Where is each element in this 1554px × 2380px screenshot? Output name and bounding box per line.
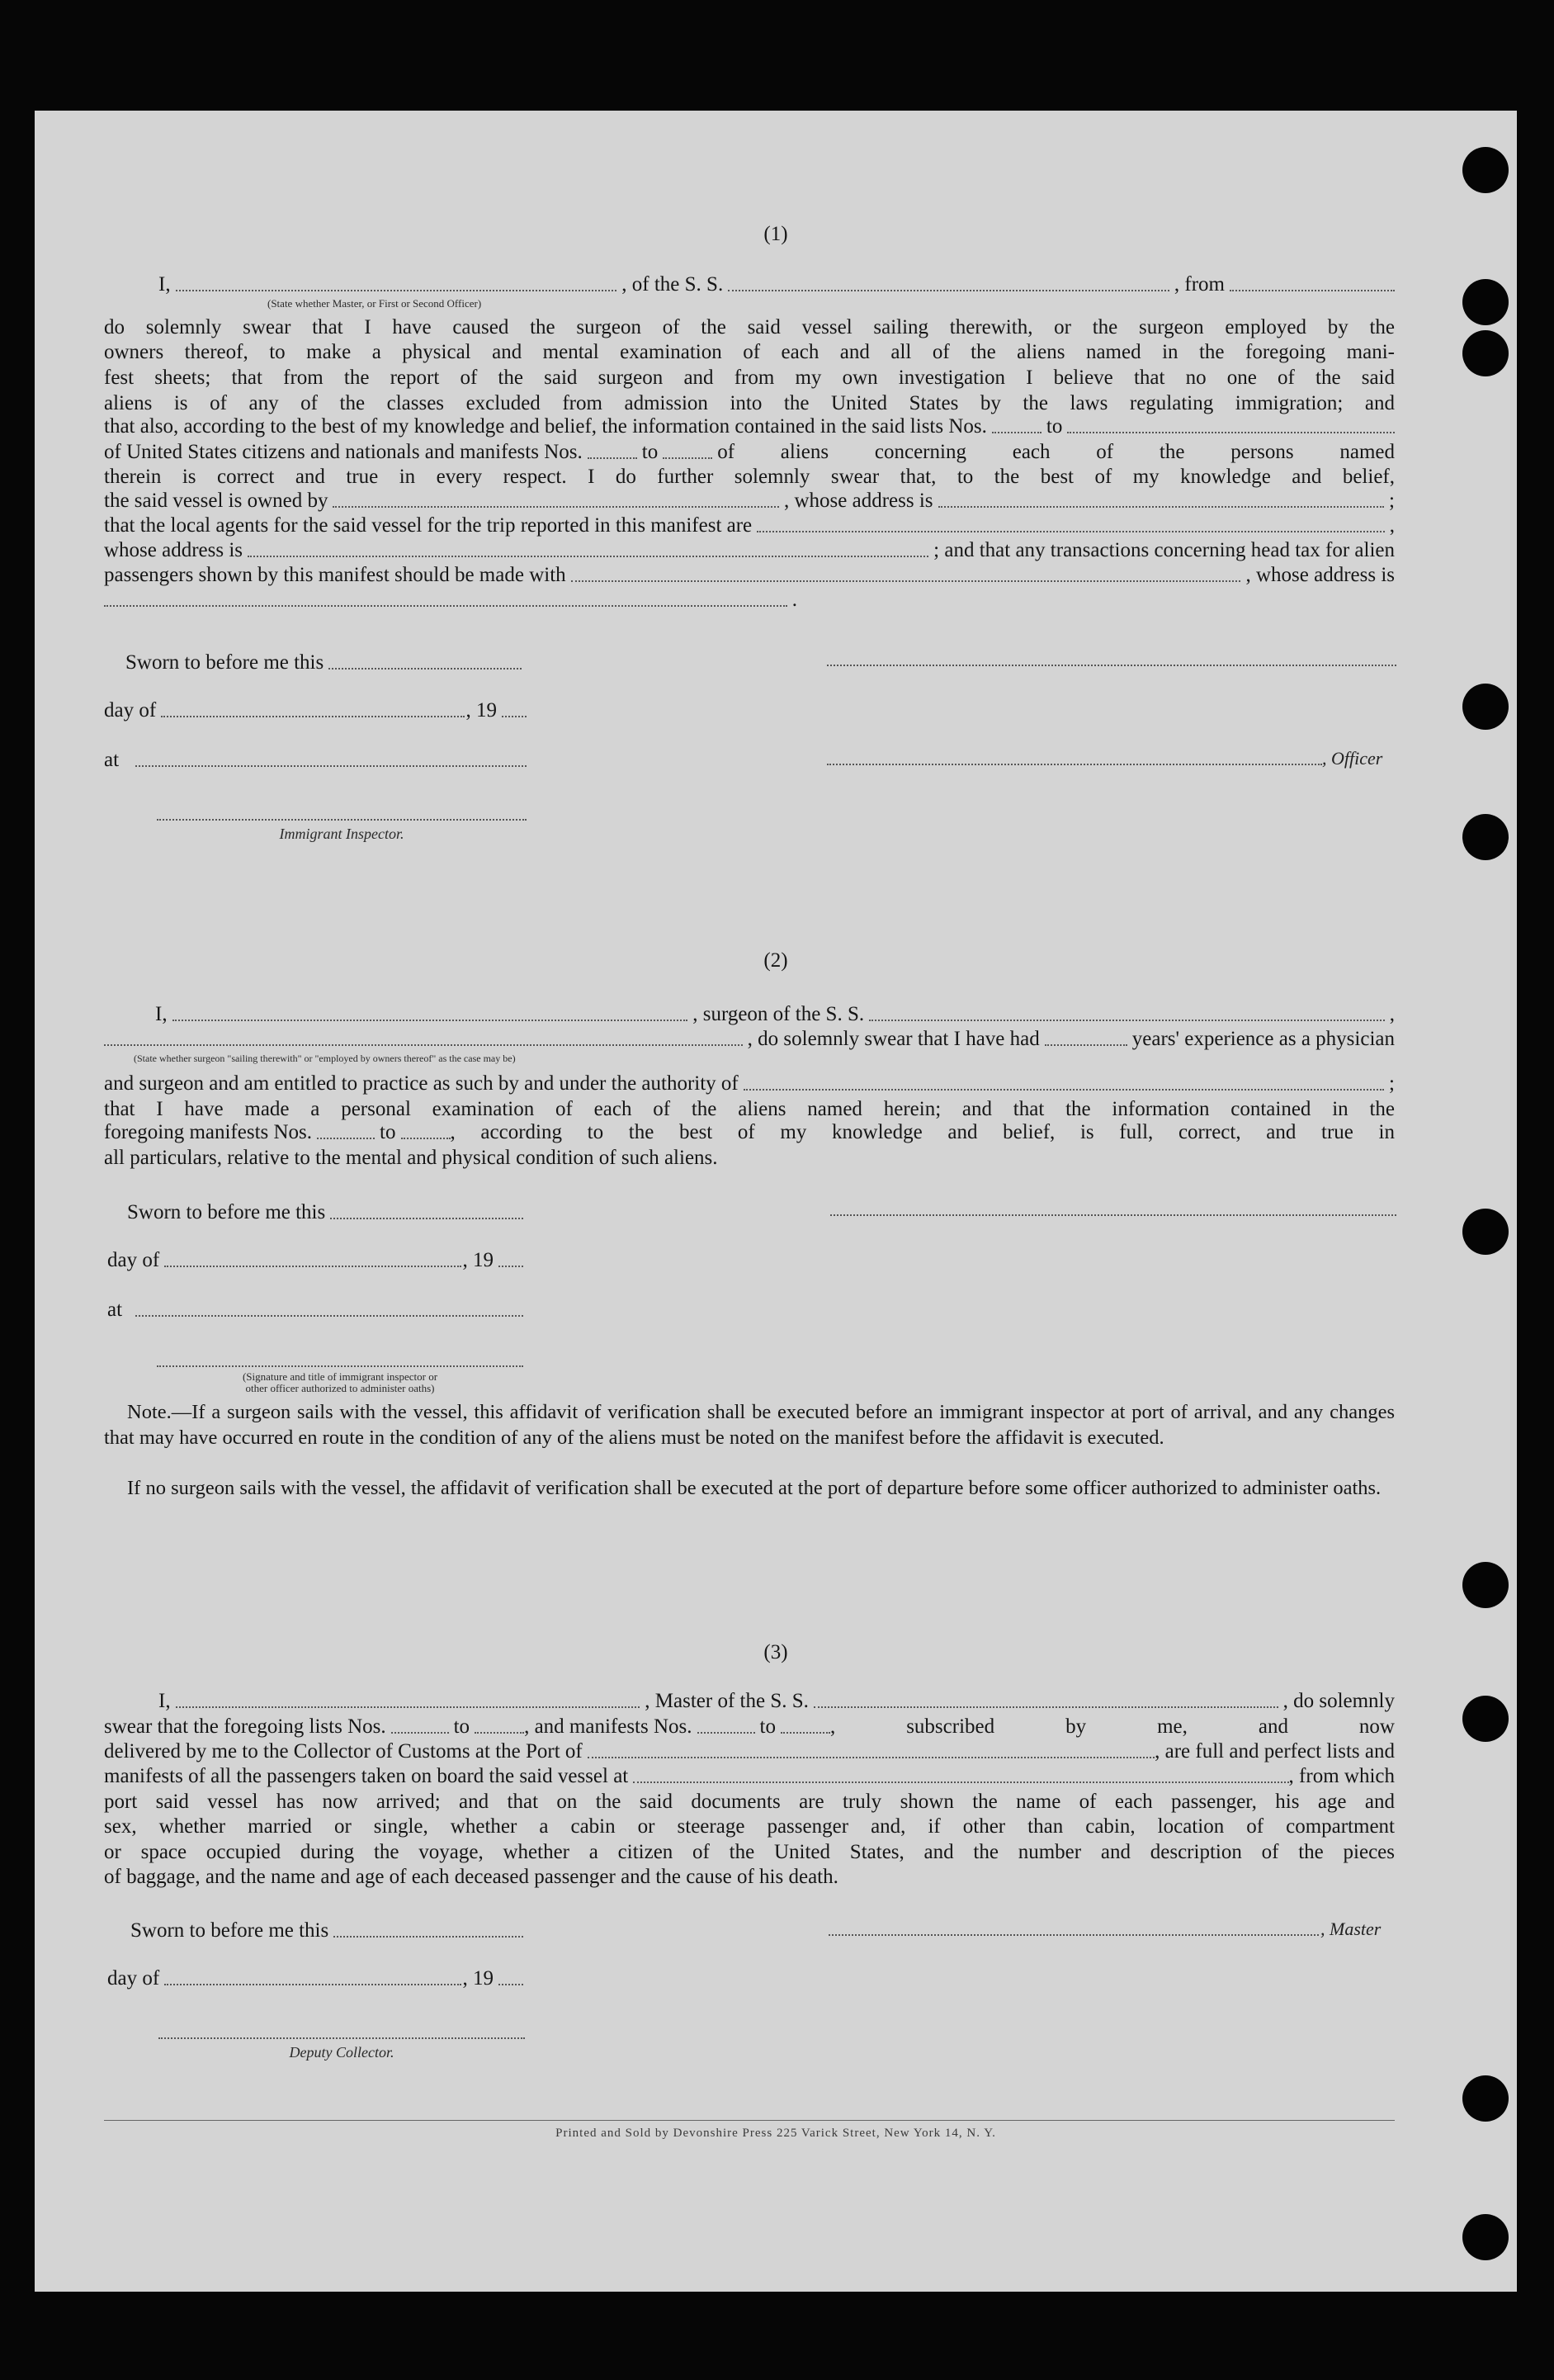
section-2-at-line bbox=[107, 1298, 523, 1322]
label-year: , 19 bbox=[462, 1249, 494, 1271]
footer-rule bbox=[104, 2120, 1395, 2121]
label-i: I, bbox=[158, 1690, 171, 1712]
manifests-to-field[interactable] bbox=[401, 1138, 451, 1139]
punch-hole bbox=[1462, 330, 1509, 376]
label-semicolon: ; bbox=[1389, 490, 1395, 512]
punch-hole bbox=[1462, 147, 1509, 193]
label-subscribed: , subscribed by me, and now bbox=[829, 1715, 1395, 1738]
label-surgeon-of-ss: , surgeon of the S. S. bbox=[692, 1003, 865, 1025]
section-3-sworn-line bbox=[130, 1919, 523, 1943]
note-text: Note.—If a surgeon sails with the vessel, this affidavit of verification shall be executed before an immigrant inspector at port of arrival, and any changes that may have occurred en route in the condition of any of the aliens must be noted on the manifest before the affidavit is executed. bbox=[104, 1401, 1395, 1449]
label-comma: , bbox=[1389, 1003, 1396, 1025]
transactions-party-field[interactable] bbox=[571, 580, 1241, 582]
label-head-tax: ; and that any transactions concerning head tax for alien bbox=[933, 539, 1395, 561]
section-1-at-line bbox=[104, 748, 527, 773]
label-year: , 19 bbox=[462, 1967, 494, 1990]
label-taken-on-board: manifests of all the passengers taken on board the said vessel at bbox=[104, 1765, 629, 1787]
inspector-signature-line[interactable] bbox=[157, 819, 527, 821]
section-2-day-line bbox=[107, 1248, 523, 1273]
label-lists-nos: that also, according to the best of my knowledge and belief, the information contained in the said lists Nos. bbox=[104, 415, 987, 438]
officer-signature-line[interactable] bbox=[827, 665, 1396, 666]
section-3-line-2 bbox=[104, 1715, 1395, 1739]
label-comma: , bbox=[1389, 514, 1395, 537]
section-3-line-4 bbox=[104, 1764, 1395, 1789]
section-1-para-line: owners thereof, to make a physical and mental examination of each and all of the aliens named in the foregoing mani- bbox=[104, 341, 1395, 363]
section-1-day-line bbox=[104, 698, 527, 723]
section-1-final-address-line bbox=[104, 588, 797, 613]
label-master-of-ss: , Master of the S. S. bbox=[645, 1690, 809, 1712]
surgeon-status-field[interactable] bbox=[104, 1044, 743, 1046]
punch-hole bbox=[1462, 279, 1509, 325]
label-to: to bbox=[1046, 415, 1063, 438]
label-foregoing-lists: swear that the foregoing lists Nos. bbox=[104, 1715, 386, 1738]
section-1-line-1 bbox=[158, 272, 1395, 297]
master-name-field[interactable] bbox=[176, 1706, 640, 1708]
section-2-line-4: that I have made a personal examination of each of the aliens named herein; and that the information contained in the bbox=[104, 1098, 1395, 1120]
label-foregoing-manifests: foregoing manifests Nos. bbox=[104, 1121, 313, 1143]
label-year: , 19 bbox=[465, 699, 497, 722]
section-1-further-line: therein is correct and true in every respect. I do further solemnly swear that, to the best of my knowledge and belief, bbox=[104, 466, 1395, 488]
owner-address-field[interactable] bbox=[938, 506, 1385, 508]
punch-hole bbox=[1462, 1696, 1509, 1742]
lists-to-field[interactable] bbox=[1067, 432, 1395, 433]
label-local-agents: that the local agents for the said vessel for the trip reported in this manifest are bbox=[104, 514, 753, 537]
years-field[interactable] bbox=[1045, 1044, 1127, 1046]
label-at: at bbox=[107, 1299, 123, 1321]
sworn-date-field[interactable] bbox=[330, 1218, 523, 1219]
month-field[interactable] bbox=[164, 1984, 461, 1985]
label-period: . bbox=[791, 589, 797, 611]
surgeon-signature-line[interactable] bbox=[830, 1214, 1396, 1216]
section-1-para-line: do solemnly swear that I have caused the surgeon of the said vessel sailing therewith, or the surgeon employed by the bbox=[104, 316, 1395, 338]
lists-from-field[interactable] bbox=[992, 432, 1042, 433]
manifests-to-field[interactable] bbox=[663, 457, 712, 459]
section-2-sworn-line bbox=[127, 1200, 523, 1225]
section-1-para-line: fest sheets; that from the report of the said surgeon and from my own investigation I believe that no one of the said bbox=[104, 367, 1395, 389]
label-passengers: passengers shown by this manifest should be made with bbox=[104, 564, 566, 586]
master-label: , Master bbox=[1320, 1919, 1382, 1939]
label-to: to bbox=[453, 1715, 470, 1738]
manifests-from-field[interactable] bbox=[588, 457, 637, 459]
label-whose-address: , whose address is bbox=[1245, 564, 1395, 586]
note-paragraph-2 bbox=[104, 1476, 1395, 1502]
section-2-number: (2) bbox=[763, 949, 788, 972]
label-to: to bbox=[380, 1121, 396, 1143]
section-2-line-5 bbox=[104, 1120, 1395, 1145]
label-day-of: day of bbox=[107, 1249, 160, 1271]
caption-surgeon: (State whether surgeon "sailing therewith" or "employed by owners thereof" as the case may be) bbox=[134, 1053, 516, 1064]
inspector-caption: Immigrant Inspector. bbox=[279, 826, 404, 842]
punch-hole bbox=[1462, 2214, 1509, 2260]
officer-title-line[interactable] bbox=[827, 764, 1322, 765]
authority-field[interactable] bbox=[744, 1089, 1384, 1091]
section-1-sworn-line bbox=[125, 651, 522, 675]
label-i: I, bbox=[158, 273, 171, 296]
vessel-name-field[interactable] bbox=[814, 1706, 1278, 1708]
section-3-para-line: or space occupied during the voyage, whether a citizen of the United States, and the number and description of the pieces bbox=[104, 1841, 1395, 1863]
label-solemnly-swear: , do solemnly swear that I have had bbox=[747, 1028, 1040, 1050]
master-signature-line[interactable] bbox=[829, 1934, 1319, 1936]
section-3-day-line bbox=[107, 1966, 523, 1991]
place-field[interactable] bbox=[135, 765, 527, 767]
agents-field[interactable] bbox=[757, 531, 1385, 532]
year-field[interactable] bbox=[502, 716, 527, 717]
label-from-which: , from which bbox=[1288, 1765, 1395, 1787]
vessel-name-field[interactable] bbox=[728, 290, 1169, 291]
label-owned-by: the said vessel is owned by bbox=[104, 490, 328, 512]
section-1-address-line bbox=[104, 538, 1395, 563]
collector-caption: Deputy Collector. bbox=[289, 2044, 394, 2061]
section-1-manifests-line bbox=[104, 440, 1395, 465]
section-3-para-line: sex, whether married or single, whether a cabin or steerage passenger and, if other than cabin, location of compartment bbox=[104, 1815, 1395, 1838]
section-3-line-3 bbox=[104, 1739, 1395, 1764]
section-3-number: (3) bbox=[763, 1641, 788, 1663]
surgeon-name-field[interactable] bbox=[172, 1020, 688, 1021]
section-2-line-2 bbox=[104, 1027, 1395, 1052]
sworn-date-field[interactable] bbox=[328, 668, 522, 670]
section-1-owned-line bbox=[104, 489, 1395, 513]
month-field[interactable] bbox=[164, 1266, 461, 1267]
form-sheet bbox=[35, 111, 1517, 2292]
owner-field[interactable] bbox=[333, 506, 779, 508]
label-delivered: delivered by me to the Collector of Customs at the Port of bbox=[104, 1740, 583, 1763]
label-manifests-nos: of United States citizens and nationals and manifests Nos. bbox=[104, 441, 583, 463]
label-at: at bbox=[104, 749, 120, 771]
manifests-from-field[interactable] bbox=[317, 1138, 375, 1139]
sworn-date-field[interactable] bbox=[333, 1936, 523, 1938]
from-port-field[interactable] bbox=[1230, 290, 1395, 291]
officer-label: , Officer bbox=[1322, 748, 1383, 769]
label-full-perfect: , are full and perfect lists and bbox=[1155, 1740, 1395, 1763]
printer-imprint: Printed and Sold by Devonshire Press 225 Varick Street, New York 14, N. Y. bbox=[555, 2127, 996, 2140]
collector-signature-line[interactable] bbox=[158, 2037, 525, 2039]
label-authority: and surgeon and am entitled to practice as such by and under the authority of bbox=[104, 1072, 739, 1095]
section-1-agents-line bbox=[104, 513, 1395, 538]
label-sworn: Sworn to before me this bbox=[127, 1201, 326, 1223]
punch-hole bbox=[1462, 1209, 1509, 1255]
punch-hole bbox=[1462, 1562, 1509, 1608]
label-of-ss: , of the S. S. bbox=[621, 273, 724, 296]
note-text: If no surgeon sails with the vessel, the affidavit of verification shall be executed at the port of departure before some officer authorized to administer oaths. bbox=[127, 1477, 1382, 1499]
section-2-line-6: all particulars, relative to the mental and physical condition of such aliens. bbox=[104, 1147, 718, 1169]
label-from: , from bbox=[1174, 273, 1225, 296]
section-1-number: (1) bbox=[763, 223, 788, 245]
label-according: , according to the best of my knowledge and belief, is full, correct, and true in bbox=[450, 1121, 1395, 1143]
punch-hole bbox=[1462, 814, 1509, 860]
embark-port-field[interactable] bbox=[633, 1781, 1288, 1783]
inspector-signature-line[interactable] bbox=[157, 1365, 523, 1367]
surgeon-vessel-field[interactable] bbox=[869, 1020, 1385, 1021]
label-of-aliens: of aliens concerning each of the persons named bbox=[717, 441, 1395, 463]
caption-officer: (State whether Master, or First or Second Officer) bbox=[267, 297, 482, 310]
note-paragraph-1 bbox=[104, 1400, 1395, 1450]
punch-hole bbox=[1462, 2075, 1509, 2122]
party-address-field[interactable] bbox=[104, 605, 787, 607]
manifests-to-field[interactable] bbox=[781, 1732, 830, 1734]
place-field[interactable] bbox=[135, 1315, 523, 1317]
signature-caption-2: other officer authorized to administer oaths) bbox=[245, 1382, 435, 1394]
section-1-passengers-line bbox=[104, 563, 1395, 588]
punch-hole bbox=[1462, 684, 1509, 730]
section-3-para-line: port said vessel has now arrived; and that on the said documents are truly shown the name of each passenger, his age and bbox=[104, 1791, 1395, 1813]
section-3-line-1 bbox=[158, 1689, 1395, 1714]
section-3-last-line: of baggage, and the name and age of each deceased passenger and the cause of his death. bbox=[104, 1866, 838, 1888]
label-whose-address: whose address is bbox=[104, 539, 243, 561]
section-2-line-1 bbox=[155, 1002, 1395, 1027]
section-1-lists-line bbox=[104, 414, 1395, 439]
label-day-of: day of bbox=[107, 1967, 160, 1990]
label-i: I, bbox=[155, 1003, 168, 1025]
officer-name-field[interactable] bbox=[176, 290, 617, 291]
agents-address-field[interactable] bbox=[248, 556, 928, 557]
label-to: to bbox=[759, 1715, 776, 1738]
label-to: to bbox=[641, 441, 659, 463]
port-field[interactable] bbox=[588, 1757, 1155, 1758]
label-and-manifests: , and manifests Nos. bbox=[524, 1715, 692, 1738]
label-day-of: day of bbox=[104, 699, 157, 722]
label-sworn: Sworn to before me this bbox=[130, 1919, 329, 1942]
manifests-from-field[interactable] bbox=[697, 1732, 755, 1734]
section-1-para-line: aliens is of any of the classes excluded from admission into the United States by the laws regulating immigration; and bbox=[104, 392, 1395, 414]
label-semicolon: ; bbox=[1389, 1072, 1395, 1095]
year-field[interactable] bbox=[498, 1266, 523, 1267]
label-whose-address: , whose address is bbox=[784, 490, 933, 512]
signature-caption-1: (Signature and title of immigrant inspector or bbox=[242, 1370, 438, 1383]
label-years-experience: years' experience as a physician bbox=[1131, 1028, 1395, 1050]
year-field[interactable] bbox=[498, 1984, 523, 1985]
lists-from-field[interactable] bbox=[391, 1732, 449, 1734]
month-field[interactable] bbox=[161, 716, 464, 717]
lists-to-field[interactable] bbox=[475, 1732, 524, 1734]
label-do-solemnly: , do solemnly bbox=[1282, 1690, 1396, 1712]
section-2-line-3 bbox=[104, 1072, 1395, 1096]
label-sworn: Sworn to before me this bbox=[125, 651, 324, 674]
